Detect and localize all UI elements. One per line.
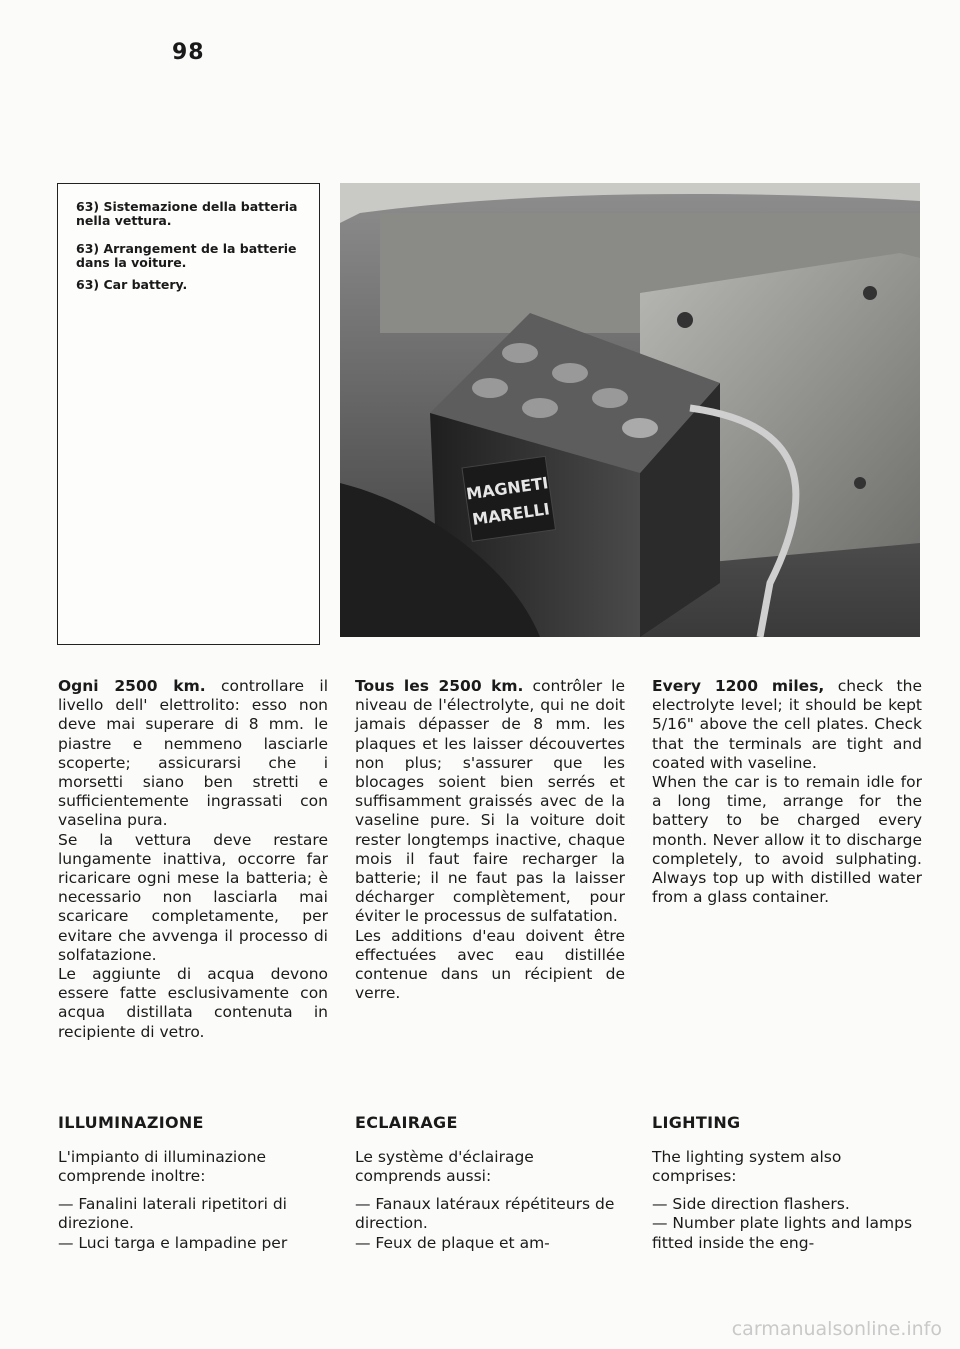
- maintenance-text-italian: [58, 677, 328, 1042]
- lighting-item2-english: — Number plate lights and lamps fitted inside the eng-: [652, 1214, 913, 1252]
- lighting-intro-english: The lighting system also comprises:: [652, 1148, 842, 1186]
- lighting-intro-italian: L'impianto di illuminazione comprende inoltre:: [58, 1148, 267, 1186]
- battery-brand-line1: MAGNETI: [465, 473, 550, 504]
- maintenance-lead-italian: Ogni 2500 km.: [58, 677, 206, 695]
- maintenance-p1-english: check the electrolyte level; it should be kept 5/16" above the cell plates. Check that the terminals are tight and coated with vaseline.: [652, 677, 922, 772]
- maintenance-text-french: [355, 677, 625, 1003]
- maintenance-p3-italian: Le aggiunte di acqua devono essere fatte esclusivamente con acqua distillata contenuta in recipiente di vetro.: [58, 965, 328, 1041]
- caption-italian: 63) Sistemazione della batteria nella vettura.: [76, 199, 298, 228]
- lighting-heading-french: ECLAIRAGE: [355, 1113, 458, 1132]
- maintenance-lead-french: Tous les 2500 km.: [355, 677, 524, 695]
- maintenance-p1-french: contrôler le niveau de l'électrolyte, qui ne doit jamais dépasser de 8 mm. les plaques et les laisser découvertes non plus; s'assurer que les blocages soient bien serrés et suffisamment graissés avec de la vaseline pure. Si la voiture doit rester longtemps inactive, chaque mois il faut faire recharger la batterie; il ne faut pas la laisser décharger complètement, pour éviter le processus de sulfatation.: [355, 677, 625, 926]
- maintenance-p2-french: Les additions d'eau doivent être effectuées avec eau distillée contenue dans un récipient de verre.: [355, 926, 625, 1003]
- maintenance-text-english: [652, 677, 922, 907]
- battery-photo: [340, 183, 920, 637]
- lighting-body-italian: [58, 1148, 328, 1253]
- lighting-heading-english: LIGHTING: [652, 1113, 741, 1132]
- lighting-item1-french: — Fanaux latéraux répétiteurs de direction.: [355, 1194, 615, 1233]
- lighting-intro-french: Le système d'éclairage comprends aussi:: [355, 1148, 534, 1186]
- lighting-body-english: [652, 1148, 922, 1253]
- lighting-item1-italian: — Fanalini laterali ripetitori di direzione.: [58, 1194, 287, 1233]
- watermark: carmanualsonline.info: [731, 1318, 942, 1340]
- maintenance-lead-english: Every 1200 miles,: [652, 677, 825, 695]
- lighting-item2-french: — Feux de plaque et am-: [355, 1233, 550, 1252]
- lighting-item1-english: — Side direction flashers.: [652, 1194, 850, 1213]
- page-number: 98: [172, 40, 205, 65]
- caption-french: 63) Arrangement de la batterie dans la voiture.: [76, 241, 297, 270]
- figure-caption-box: [57, 183, 320, 645]
- caption-english: 63) Car battery.: [76, 277, 188, 292]
- maintenance-p1-italian: controllare il livello dell' elettrolito: esso non deve mai superare di 8 mm. le piastre e nemmeno lasciarle scoperte; assicurarsi che i morsetti siano ben stretti e sufficientemente ingrassati con vaselina pura.: [58, 677, 328, 830]
- maintenance-p2-italian: Se la vettura deve restare lungamente inattiva, occorre far ricaricare ogni mese la batteria; è necessario non lasciarla mai scaricare completamente, per evitare che avvenga il processo di solfatazione.: [58, 830, 328, 964]
- lighting-heading-italian: ILLUMINAZIONE: [58, 1113, 204, 1132]
- lighting-item2-italian: — Luci targa e lampadine per: [58, 1233, 288, 1252]
- battery-illustration: [340, 183, 920, 637]
- lighting-body-french: [355, 1148, 625, 1253]
- maintenance-p2-english: When the car is to remain idle for a long time, arrange for the battery to be charged every month. Never allow it to discharge completely, to avoid sulphating. Always top up with distilled water from a glass container.: [652, 773, 922, 907]
- battery-brand-line2: MARELLI: [471, 499, 551, 529]
